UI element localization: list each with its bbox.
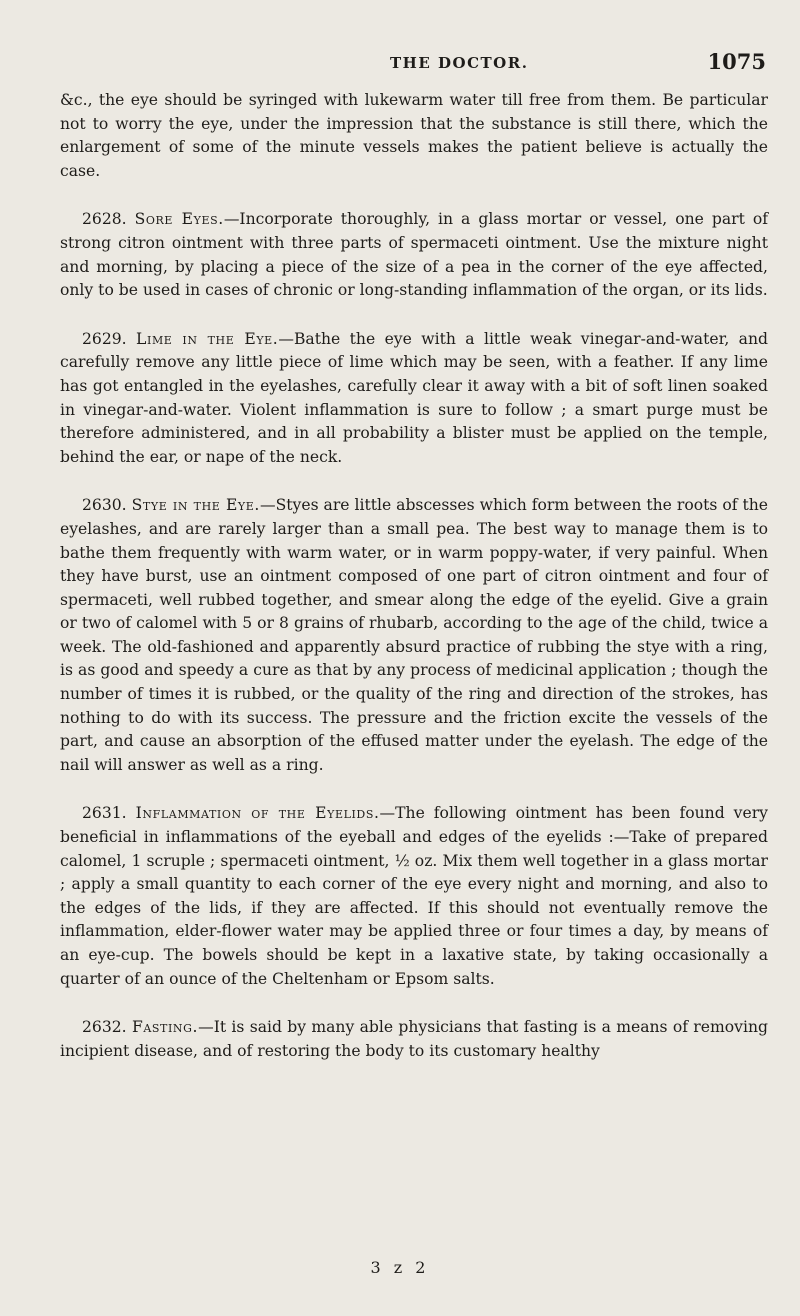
entry-heading: Fasting.: [131, 1018, 199, 1037]
printer-signature: 3 z 2: [370, 1258, 430, 1277]
entry-text: —Styes are little abscesses which form between the roots of the eyelashes, and are rarely larger than a small pea. The best way to manage them is to bathe them frequently with warm water, or in warm poppy-water, if very painful. When they have burst, use an ointment composed of one part of citron ointment and four of spermaceti, well rubbed together, and smear along the edge of the eyelid. Give a grain or two of calomel with 5 or 8 grains of rhubarb, according to the age of the child, twice a week. The old-fashioned and apparently absurd practice of rubbing the stye with a ring, is as good and speedy a cure as that by any process of medicinal application ; though the number of times it is rubbed, or the quality of the ring and direction of the strokes, has nothing to do with its success. The pressure and the friction excite the vessels of the part, and cause an absorption of the effused matter under the eyelash. The edge of the nail will answer as well as a ring.: [60, 496, 768, 774]
entry-text: —It is said by many able physicians that fasting is a means of removing incipient disease, and of restoring the body to its customary healthy: [60, 1018, 768, 1060]
body-text: [60, 89, 768, 1088]
page-header: [60, 49, 770, 84]
entry-number: 2629.: [82, 329, 127, 348]
entry-number: 2628.: [82, 210, 127, 229]
entry-heading: Sore Eyes.: [134, 210, 224, 229]
entry-text: —Incorporate thoroughly, in a glass mortar or vessel, one part of strong citron ointment with three parts of spermaceti ointment. Use the mixture night and morning, by placing a piece of the size of a pea in the corner of the eye affected, only to be used in cases of chronic or long-standing inflammation of the organ, or its lids.: [60, 210, 769, 300]
entry-number: 2631.: [82, 804, 127, 823]
entry-number: 2630.: [82, 496, 127, 515]
entry-number: 2632.: [82, 1018, 127, 1037]
entry-2630: [60, 494, 768, 777]
entry-heading: Stye in the Eye.: [131, 496, 260, 515]
entry-text: —The following ointment has been found very beneficial in inflammations of the eyeball and edges of the eyelids :—Take of prepared calomel, 1 scruple ; spermaceti ointment, ½ oz. Mix them well together in a glass mortar ; apply a small quantity to each corner of the eye every night and morning, and also to the edges of the lids, if they are affected. If this should not eventually remove the inflammation, elder-flower water may be applied three or four times a day, by means of an eye-cup. The bowels should be kept in a laxative state, by taking occasionally a quarter of an ounce of the Cheltenham or Epsom salts.: [60, 804, 768, 988]
lead-paragraph: &c., the eye should be syringed with lukewarm water till free from them. Be particular not to worry the eye, under the impression that the substance is still there, which the enlargement of some of the minute vessels makes the patient believe is actually the case.: [60, 91, 768, 180]
entry-text: —Bathe the eye with a little weak vinegar-and-water, and carefully remove any little piece of lime which may be seen, with a feather. If any lime has got entangled in the eyelashes, carefully clear it away with a bit of soft linen soaked in vinegar-and-water. Violent inflammation is sure to follow ; a smart purge must be therefore administered, and in all probability a blister must be applied on the temple, behind the ear, or nape of the neck.: [60, 329, 768, 466]
entry-heading: Lime in the Eye.: [136, 329, 279, 348]
entry-2631: [60, 802, 768, 991]
entry-2629: [60, 328, 768, 470]
running-title: THE DOCTOR.: [390, 54, 529, 72]
entry-2628: [60, 208, 768, 302]
entry-2632: [60, 1016, 768, 1063]
page-number: 1075: [707, 49, 766, 74]
entry-heading: Inflammation of the Eyelids.: [135, 804, 380, 823]
